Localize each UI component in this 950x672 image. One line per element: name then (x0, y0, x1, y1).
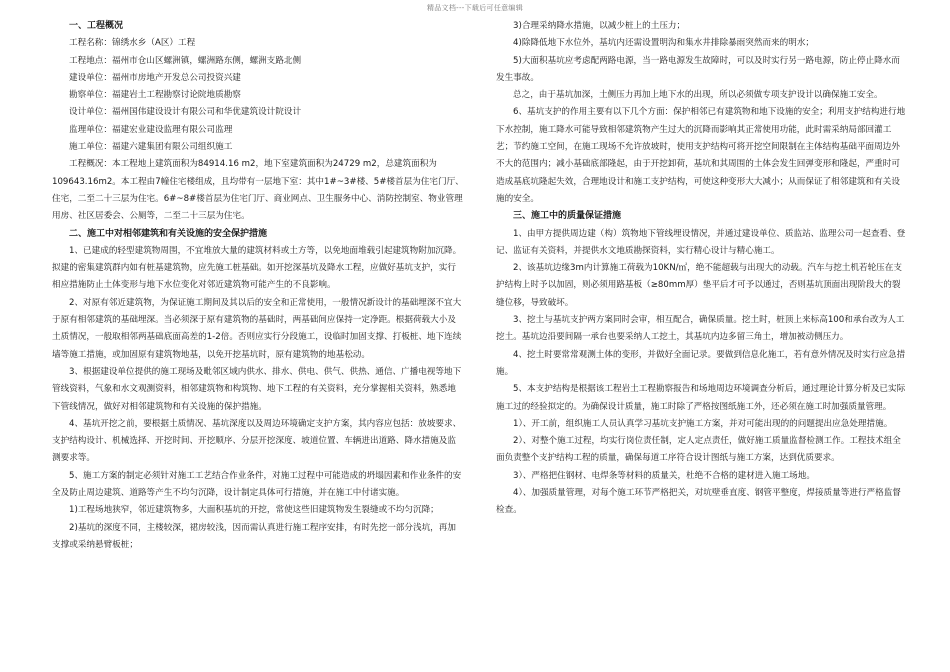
paragraph: 1）、开工前，组织施工人员认真学习基坑支护施工方案，并对可能出现的的问题提出应急处理措施。 (513, 418, 893, 429)
paragraph: 4、挖土时要常常观测土体的变形，并做好全面记录。要做到信息化施工，若有意外情况及时实行应急措施。 (496, 349, 906, 377)
info-line: 监理单位：福建宏业建设监理有限公司监理 (69, 124, 233, 135)
document-body (52, 18, 908, 668)
paragraph: 1、由甲方提供周边建（构）筑物地下管线埋设情况，并通过建设单位、质监站、监理公司一起查看、登记、监证有关资料，并提供水文地质勘探资料，实行精心设计与精心施工。 (496, 228, 906, 256)
overview-paragraph: 工程概况：本工程地上建筑面积为84914.16 m2，地下室建筑面积为24729 m2，总建筑面积为109643.16m2。本工程由7幢住宅楼组成，且均带有一层地下室：其中1#~3#楼、5#楼首层为住宅门厅、住宅，二至二十三层为住宅。6#~8#楼首层为住宅门厅、商业网点、卫生服务中心、消防控制室、物业管理用房、社区居委会、公厕等，二至二十三层为住宅。 (52, 159, 464, 222)
paragraph: 2、该基坑边缘3m内计算施工荷载为10KN/㎡，绝不能超载与出现大的动载。汽车与挖土机若轮压在支护结构上时予以加固，则必须用路基板（≥80mm厚）垫平后才可予以通过，否则基坑顶面出现阶段大的裂缝位移，导致破坏。 (496, 263, 902, 308)
paragraph: 5)大面积基坑应考虑配两路电源，当一路电源发生故障时，可以及时实行另一路电源，防止停止降水而发生事故。 (496, 55, 900, 83)
paragraph: 总之，由于基坑加深，土侧压力再加上地下水的出现，所以必须做专项支护设计以确保施工安全。 (513, 90, 883, 101)
paragraph: 4、基坑开挖之前，要根据土质情况、基坑深度以及周边环境确定支护方案，其内容应包括：放坡要求、支护结构设计、机械选择、开挖时间、开挖顺序、分层开挖深度、坡道位置、车辆进出道路、降水措施及监测要求等。 (52, 418, 462, 464)
paragraph: 3、挖土与基坑支护两方案同时会审，相互配合，确保质量。挖土时，桩顶上来标高100和承台改为人工挖土。基坑边沿要间隔一承台也要采纳人工挖土，其基坑内边多留三角土，增加被动侧压力。 (496, 315, 905, 343)
paragraph: 5、本支护结构是根据该工程岩土工程勘察报告和场地周边环境调查分析后，通过理论计算分析及已实际施工过的经验拟定的。为确保设计质量，施工时除了严格按图纸施工外，还必须在施工时加强质量管理。 (496, 384, 906, 412)
paragraph: 4）、加强质量管理，对每个施工环节严格把关，对坑壁垂直度、钢管平整度，焊接质量等进行严格监督检查。 (496, 488, 901, 516)
section-heading-overview: 一、工程概况 (69, 21, 124, 31)
paragraph: 5、施工方案的制定必须针对施工工艺结合作业条件，对施工过程中可能造成的坍塌因素和作业条件的安全及防止周边建筑、道路等产生不均匀沉降，设计制定具体可行措施，并在施工中付诸实施。 (52, 470, 462, 499)
paragraph: 3）、严格把住钢材、电焊条等材料的质量关，杜绝不合格的建材进入施工场地。 (513, 470, 815, 481)
right-column (496, 18, 908, 668)
paragraph: 1、已建成的轻型建筑物周围，不宜堆放大量的建筑材料或土方等，以免地面堆载引起建筑物附加沉降。拟建的密集建筑群内如有桩基建筑物，应先施工桩基础。如开挖深基坑及降水工程，应做好基坑支护，实行相应措施防止土体变形与地下水位变化对邻近建筑物可能产生的不良影响。 (52, 245, 462, 291)
paragraph: 2)基坑的深度不同，主楼较深，裙房较浅，因而需认真进行施工程序安排，有时先挖一部分浅坑，再加支撑或采纳悬臂板桩； (52, 522, 456, 550)
info-line: 设计单位：福州国伟建设设计有限公司和华优建筑设计院设计 (69, 107, 302, 118)
info-line: 建设单位：福州市房地产开发总公司投资兴建 (69, 72, 241, 83)
paragraph: 4)除降低地下水位外，基坑内还需设置明沟和集水井排除暴雨突然而来的明水； (513, 38, 815, 49)
paragraph: 3、根据建设单位提供的施工现场及毗邻区域内供水、排水、供电、供气、供热、通信、广播电视等地下管线资料，气象和水文观测资料，相邻建筑物和构筑物、地下工程的有关资料，充分掌握相关资料，熟悉地下管线情况，做好对相邻建筑物和有关设施的保护措施。 (52, 366, 462, 412)
paragraph: 3)合理采纳降水措施，以减少桩上的土压力； (513, 21, 686, 31)
info-line: 勘察单位：福建岩土工程勘察讨论院地质勘察 (69, 90, 241, 101)
page-header-note: 精品文档---下载后可任意编辑 (426, 4, 524, 12)
paragraph: 2）、对整个施工过程，均实行岗位责任制，定人定点责任，做好施工质量监督检测工作。工程技术组全面负责整个支护结构工程的质量，确保每道工序符合设计图纸与施工方案，达到优质要求。 (496, 436, 901, 464)
left-column (52, 18, 464, 668)
info-line: 工程地点：福州市仓山区螺洲镇，螺洲路东侧，螺洲支路北侧 (69, 55, 302, 66)
paragraph: 1)工程场地狭窄，邻近建筑物多，大面积基坑的开挖，常使这些旧建筑物发生裂缝或不均匀沉降； (69, 505, 439, 516)
section-heading-quality: 三、施工中的质量保证措施 (513, 211, 622, 222)
info-line: 工程名称：锦绣水乡（A区）工程 (69, 38, 196, 49)
section-heading-safety: 二、施工中对相邻建筑和有关设施的安全保护措施 (69, 228, 268, 239)
info-line: 施工单位：福建六建集团有限公司组织施工 (69, 142, 233, 153)
paragraph: 6、基坑支护的作用主要有以下几个方面：保护相邻已有建筑物和地下设施的安全；利用支护结构进行地下水控制，施工降水可能导致相邻建筑物产生过大的沉降而影响其正常使用功能，此时需采纳局部回灌工艺；节约施工空间，在施工现场不允许放坡时，使用支护结构可将开挖空间限制在主体结构基础平面周边外不大的范围内；减小基础底部隆起，由于开挖卸荷，基坑和其周围的土体会发生回弹变形和隆起，严重时可造成基底坑隆起失效，合理地设计和施工支护结构，可使这种变形大大减小；从而保证了相邻建筑和有关设施的安全。 (496, 107, 906, 204)
paragraph: 2、对原有邻近建筑物，为保证施工期间及其以后的安全和正常使用，一般情况新设计的基础埋深不宜大于原有相邻建筑的基础埋深。当必须深于原有建筑物的基础时，两基础间应保持一定净距。根据荷载大小及土质情况，一般取相邻两基础底面高差的1-2倍。否则应实行分段施工，设临时加固支撑、打板桩、地下连续墙等施工措施，或加固原有建筑物地基，以免开挖基坑时，原有建筑物的地基松动。 (52, 297, 462, 360)
